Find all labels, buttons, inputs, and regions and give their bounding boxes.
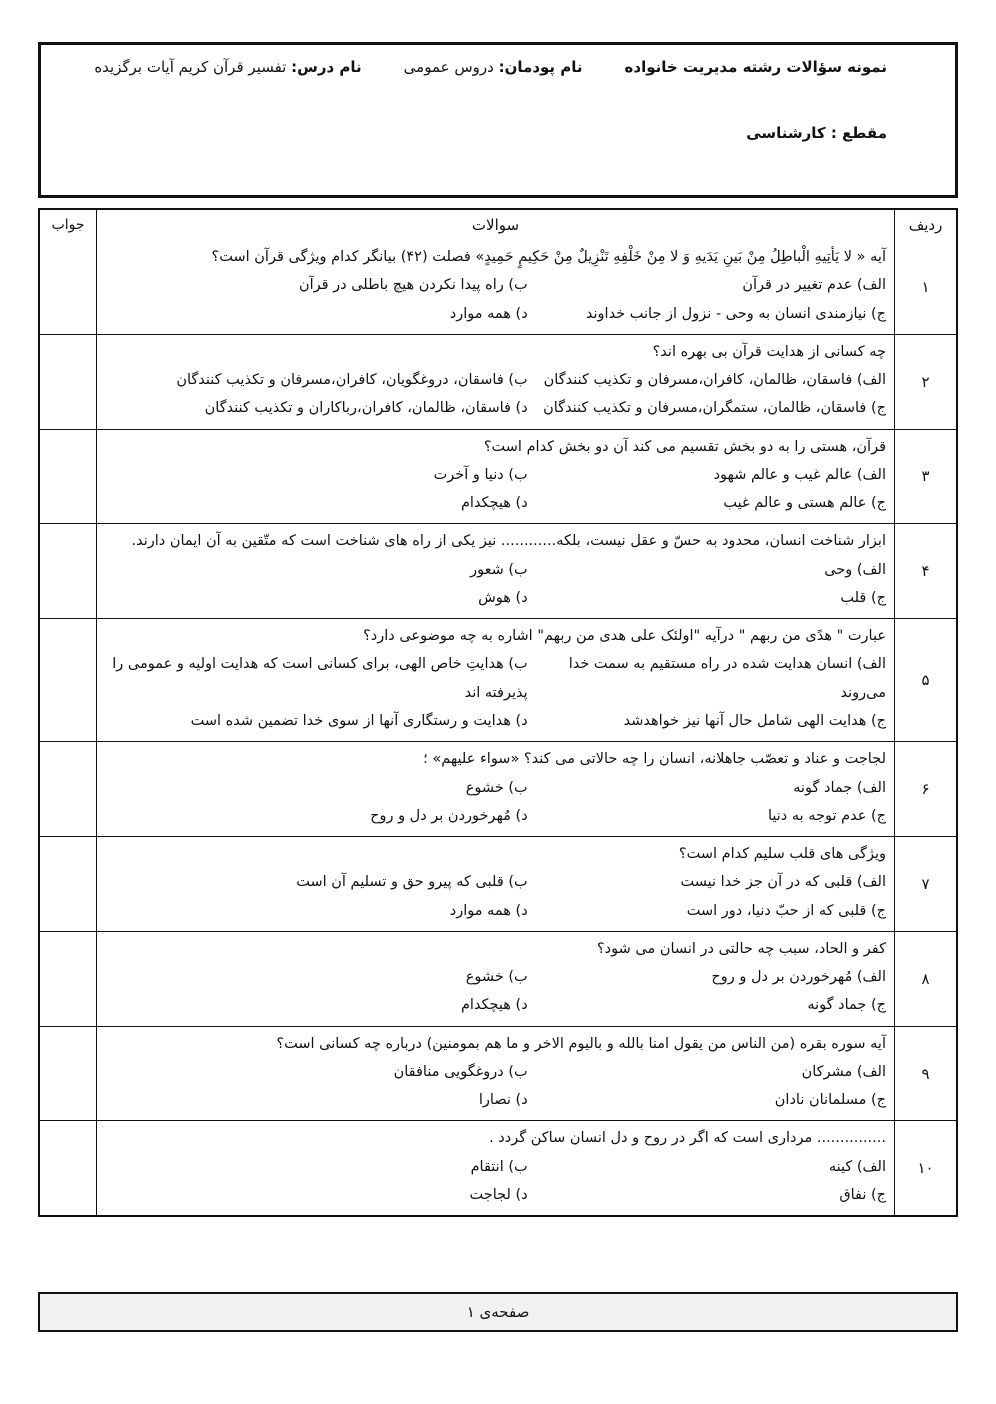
option-c: ج) عالم هستی و عالم غیب — [723, 495, 886, 512]
question-rows — [40, 240, 956, 1215]
option-d: د) هیچکدام — [460, 495, 528, 512]
option-d: د) نصارا — [478, 1092, 528, 1109]
question-cell — [97, 837, 894, 931]
option-d: د) مُهرخوردن بر دل و روح — [370, 807, 528, 824]
course-field — [94, 58, 361, 76]
option-c: ج) نفاق — [839, 1186, 886, 1203]
question-row — [40, 429, 956, 524]
exam-title: نمونه سؤالات رشته مدیریت خانواده — [624, 58, 887, 76]
options-row-2 — [107, 584, 886, 612]
options-row-2 — [107, 707, 886, 735]
question-text: ............... مرداری است که اگر در روح و دل انسان ساکن گردد . — [489, 1130, 886, 1147]
options-row-1 — [107, 963, 886, 991]
option-c: ج) فاسقان، ظالمان، ستمگران،مسرفان و تکذیب کنندگان — [543, 400, 886, 417]
options-row-1 — [107, 650, 886, 707]
option-d: د) هدایت و رستگاری آنها از سوی خدا تضمین شده است — [190, 712, 528, 729]
course-label: نام درس: — [291, 58, 362, 76]
option-a: الف) مشرکان — [801, 1063, 886, 1080]
option-a: الف) قلبی که در آن جز خدا نیست — [680, 874, 886, 891]
question-cell — [97, 240, 894, 334]
question-cell — [97, 1027, 894, 1121]
answer-cell — [40, 430, 97, 524]
answer-cell — [40, 932, 97, 1026]
row-number: ۲ — [894, 335, 956, 429]
question-text: عبارت " هدًی من ربهم " درآیه "اولئک علی هدی من ربهم" اشاره به چه موضوعی دارد؟ — [363, 628, 886, 645]
option-a: الف) جماد گونه — [793, 779, 886, 796]
options-row-2 — [107, 300, 886, 328]
option-c: ج) قلبی که از حبّ دنیا، دور است — [686, 902, 886, 919]
answer-cell — [40, 524, 97, 618]
row-number: ۴ — [894, 524, 956, 618]
option-c: ج) قلب — [840, 589, 886, 606]
options-row-2 — [107, 1181, 886, 1209]
page-footer — [38, 1292, 958, 1332]
row-number: ۳ — [894, 430, 956, 524]
option-b: ب) انتقام — [470, 1158, 528, 1175]
module-value: دروس عمومی — [403, 58, 494, 76]
options-row-1 — [107, 556, 886, 584]
row-number: ۷ — [894, 837, 956, 931]
option-b: ب) خشوع — [465, 969, 528, 986]
option-a: الف) مُهرخوردن بر دل و روح — [711, 969, 886, 986]
options-row-2 — [107, 991, 886, 1019]
option-b: ب) شعور — [470, 561, 528, 578]
question-row — [40, 240, 956, 334]
option-a: الف) انسان هدایت شده در راه مستقیم به سمت خدا می‌روند — [568, 656, 886, 701]
options-row-1 — [107, 366, 886, 394]
option-b: ب) خشوع — [465, 779, 528, 796]
question-text: ویژگی های قلب سلیم کدام است؟ — [678, 846, 886, 863]
options-row-1 — [107, 868, 886, 896]
options-row-2 — [107, 802, 886, 830]
row-number: ۸ — [894, 932, 956, 1026]
module-label: نام پودمان: — [498, 58, 583, 76]
question-cell — [97, 1121, 894, 1215]
options-row-1 — [107, 461, 886, 489]
row-number: ۱ — [894, 240, 956, 334]
answer-cell — [40, 240, 97, 334]
question-text: آیه سوره بقره (من الناس من یقول امنا بالله و بالیوم الاخر و ما هم بمومنین) درباره چه کسانی است؟ — [276, 1035, 886, 1052]
option-a: الف) عدم تغییر در قرآن — [742, 277, 886, 294]
option-b: ب) هدایتِ خاص الهی، برای کسانی است که هدایت اولیه و عمومی را پذیرفته اند — [112, 656, 528, 701]
option-b: ب) فاسقان، دروغگویان، کافران،مسرفان و تکذیب کنندگان — [176, 372, 528, 389]
option-a: الف) کینه — [828, 1158, 886, 1175]
course-value: تفسیر قرآن کریم آیات برگزیده — [94, 58, 287, 76]
option-c: ج) عدم توجه به دنیا — [767, 807, 886, 824]
question-row — [40, 836, 956, 931]
exam-header — [38, 42, 958, 198]
option-d: د) فاسقان، ظالمان، کافران،رباکاران و تکذیب کنندگان — [204, 400, 528, 417]
option-a: الف) فاسقان، ظالمان، کافران،مسرفان و تکذیب کنندگان — [543, 372, 886, 389]
answer-cell — [40, 837, 97, 931]
options-row-2 — [107, 897, 886, 925]
options-row-2 — [107, 1086, 886, 1114]
question-text: کفر و الحاد، سبب چه حالتی در انسان می شود؟ — [596, 940, 886, 957]
option-d: د) همه موارد — [449, 305, 528, 322]
option-b: ب) قلبی که پیرو حق و تسلیم آن است — [296, 874, 528, 891]
option-b: ب) راه پیدا نکردن هیچ باطلی در قرآن — [298, 277, 528, 294]
options-row-1 — [107, 1058, 886, 1086]
option-a: الف) عالم غیب و عالم شهود — [713, 466, 886, 483]
column-header-questions: سوالات — [471, 216, 520, 234]
question-row — [40, 618, 956, 741]
question-cell — [97, 932, 894, 1026]
option-c: ج) مسلمانان نادان — [774, 1092, 886, 1109]
options-row-2 — [107, 489, 886, 517]
option-c: ج) جماد گونه — [807, 997, 886, 1014]
option-c: ج) هدایت الهی شامل حال آنها نیز خواهدشد — [623, 712, 886, 729]
row-number: ۵ — [894, 619, 956, 741]
answer-cell — [40, 1027, 97, 1121]
question-cell — [97, 524, 894, 618]
option-b: ب) دنیا و آخرت — [433, 466, 528, 483]
option-d: د) هیچکدام — [460, 997, 528, 1014]
question-cell — [97, 619, 894, 741]
option-c: ج) نیازمندی انسان به وحی - نزول از جانب خداوند — [585, 305, 886, 322]
option-d: د) لجاجت — [469, 1186, 528, 1203]
answer-cell — [40, 335, 97, 429]
question-cell — [97, 742, 894, 836]
question-table — [38, 208, 958, 1217]
question-row — [40, 741, 956, 836]
question-row — [40, 1026, 956, 1121]
row-number: ۱۰ — [894, 1121, 956, 1215]
question-text: چه کسانی از هدایت قرآن بی بهره اند؟ — [652, 343, 886, 360]
answer-cell — [40, 742, 97, 836]
header-line-1 — [41, 45, 955, 76]
row-number: ۹ — [894, 1027, 956, 1121]
options-row-1 — [107, 1153, 886, 1181]
question-cell — [97, 430, 894, 524]
page-number-label: صفحه‌ی ۱ — [466, 1303, 530, 1321]
options-row-2 — [107, 394, 886, 422]
option-d: د) هوش — [478, 589, 528, 606]
option-b: ب) دروغگویی منافقان — [393, 1063, 528, 1080]
option-a: الف) وحی — [824, 561, 886, 578]
answer-cell — [40, 1121, 97, 1215]
option-d: د) همه موارد — [449, 902, 528, 919]
options-row-1 — [107, 774, 886, 802]
module-field — [404, 58, 583, 76]
column-header-row-number: ردیف — [894, 210, 956, 240]
question-row — [40, 523, 956, 618]
question-row — [40, 931, 956, 1026]
options-row-1 — [107, 271, 886, 299]
question-row — [40, 1120, 956, 1215]
table-header-row — [40, 210, 956, 240]
row-number: ۶ — [894, 742, 956, 836]
question-text: قرآن، هستی را به دو بخش تقسیم می کند آن دو بخش کدام است؟ — [483, 438, 886, 455]
question-text: ابزار شناخت انسان، محدود به حسّ و عقل نیست، بلکه............ نیز یکی از راه های شناخت است که متّقین به آن ایمان دارند. — [131, 533, 886, 550]
question-text: آیه « لا یَأتِیهِ الْباطِلُ مِنْ بَینِ یَدَیهِ وَ لا مِنْ خَلْفِهِ تَنْزِیلٌ مِنْ حَکِیمٍ حَمِیدٍ» فصلت (۴۲) بیانگر کدام ویژگی قرآن است؟ — [211, 249, 886, 265]
answer-cell — [40, 619, 97, 741]
degree-level: مقطع : کارشناسی — [746, 124, 887, 142]
question-text: لجاجت و عناد و تعصّب جاهلانه، انسان را چه حالاتی می کند؟ «سواء علیهم» ؛ — [423, 751, 886, 768]
question-cell — [97, 335, 894, 429]
question-row — [40, 334, 956, 429]
column-header-answer: جواب — [40, 210, 97, 240]
